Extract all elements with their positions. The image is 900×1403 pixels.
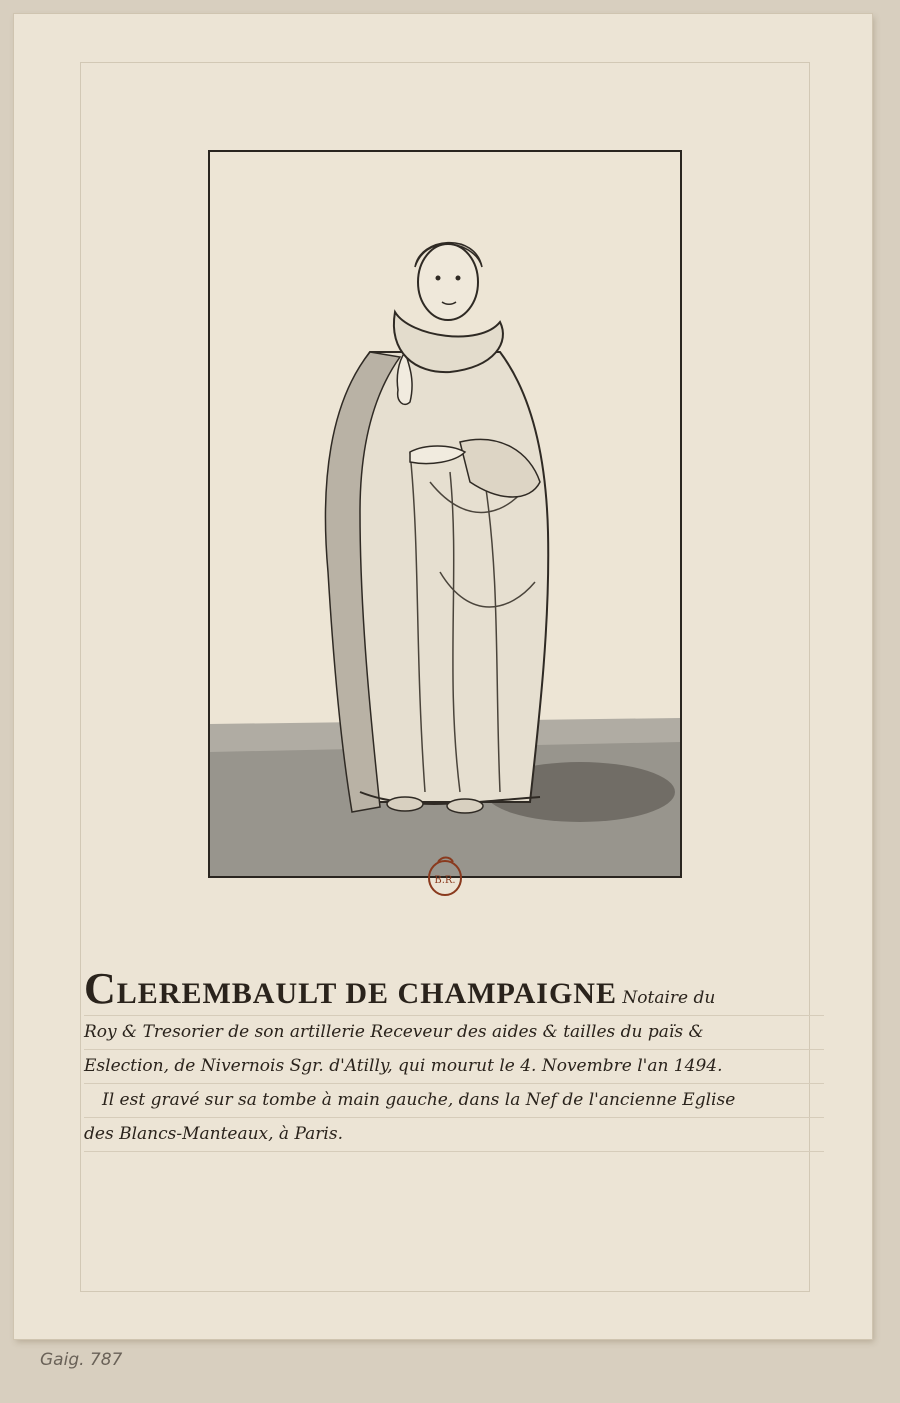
caption-line-1 xyxy=(84,964,824,1016)
stamp-text: B.R. xyxy=(434,875,456,886)
library-stamp xyxy=(426,854,464,898)
caption-line-1-tail: Notaire du xyxy=(622,988,716,1008)
shelfmark: Gaig. 787 xyxy=(40,1350,123,1370)
caption-line-5: des Blancs-Manteaux, à Paris. xyxy=(84,1118,824,1152)
caption-line-4: Il est gravé sur sa tombe à main gauche, dans la Nef de l'ancienne Eglise xyxy=(84,1084,824,1118)
caption-block xyxy=(84,964,824,1152)
caption-line-2: Roy & Tresorier de son artillerie Receveur des aides & tailles du païs & xyxy=(84,1016,824,1050)
caption-line-3: Eslection, de Nivernois Sgr. d'Atilly, qui mourut le 4. Novembre l'an 1494. xyxy=(84,1050,824,1084)
standing-figure-drawing xyxy=(210,152,680,876)
illustration-frame xyxy=(208,150,682,878)
subject-name: CLEREMBAULT DE CHAMPAIGNE xyxy=(84,964,617,1013)
